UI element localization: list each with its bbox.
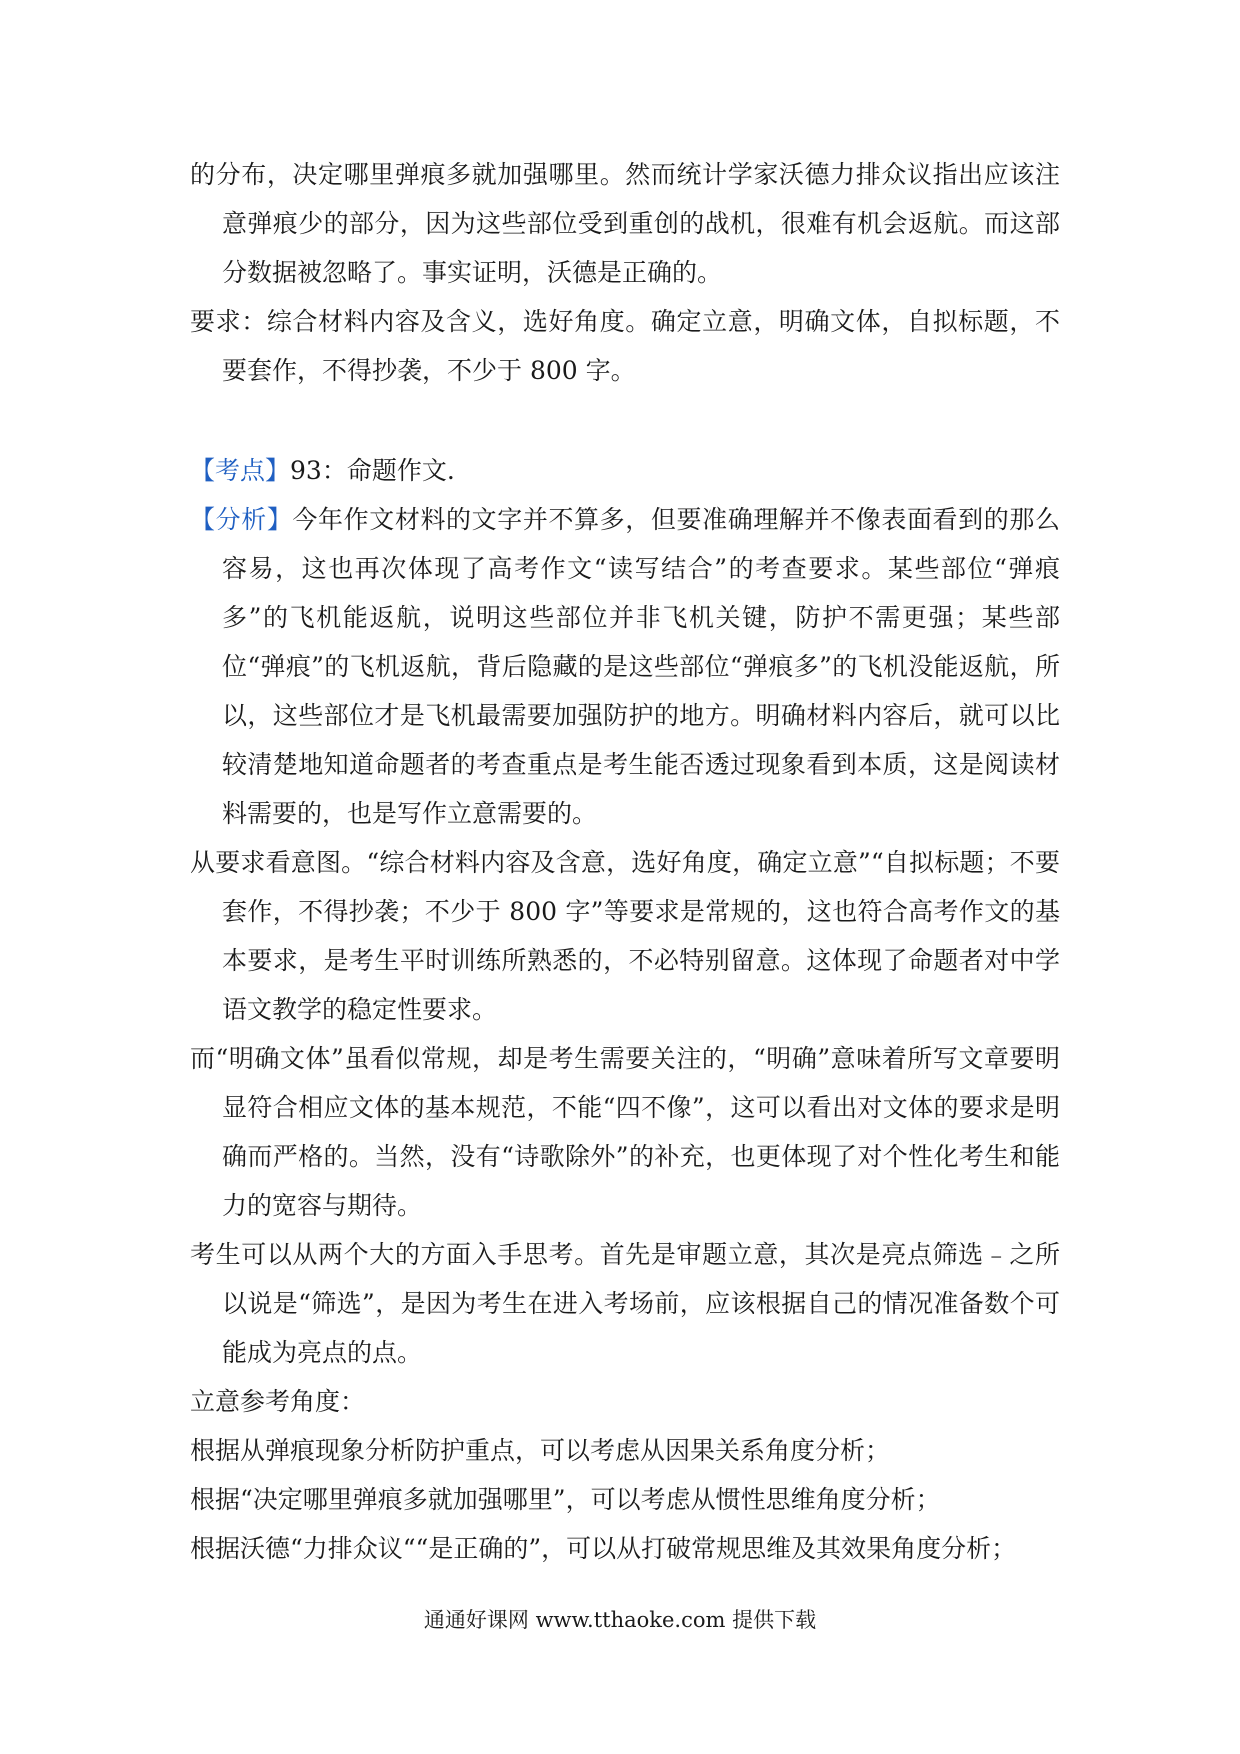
spacer [190, 395, 1060, 446]
angle-heading: 立意参考角度： [190, 1387, 366, 1416]
genre-paragraph: 而“明确文体”虽看似常规，却是考生需要关注的，“明确”意味着所写文章要明显符合相应文体的基本规范，不能“四不像”，这可以看出对文体的要求是明确而严格的。当然，没有“诗歌除外”的补充，也更体现了对个性化考生和能力的宽容与期待。 [190, 1044, 1060, 1220]
material-paragraph: 的分布，决定哪里弹痕多就加强哪里。然而统计学家沃德力排众议指出应该注意弹痕少的部分，因为这些部位受到重创的战机，很难有机会返航。而这部分数据被忽略了。事实证明，沃德是正确的。 [190, 160, 1060, 287]
thinking-paragraph: 考生可以从两个大的方面入手思考。首先是审题立意，其次是亮点筛选﹣之所以说是“筛选”，是因为考生在进入考场前，应该根据自己的情况准备数个可能成为亮点的点。 [190, 1240, 1060, 1367]
angle-item-2: 根据“决定哪里弹痕多就加强哪里”，可以考虑从惯性思维角度分析； [190, 1485, 941, 1514]
angle-item-3: 根据沃德“力排众议““是正确的”，可以从打破常规思维及其效果角度分析； [190, 1534, 1017, 1563]
kaodian-paragraph [190, 446, 1060, 495]
requirement-paragraph: 要求：综合材料内容及含义，选好角度。确定立意，明确文体，自拟标题，不要套作，不得抄袭，不少于 800 字。 [190, 307, 1060, 385]
fenxi-tag: 【分析】 [190, 505, 293, 534]
document-body [190, 150, 1060, 1573]
fenxi-paragraph [190, 495, 1060, 838]
kaodian-text: 93：命题作文. [290, 456, 455, 485]
fenxi-text: 今年作文材料的文字并不算多，但要准确理解并不像表面看到的那么容易，这也再次体现了高考作文“读写结合”的考查要求。某些部位“弹痕多”的飞机能返航，说明这些部位并非飞机关键，防护不需更强；某些部位“弹痕”的飞机返航，背后隐藏的是这些部位“弹痕多”的飞机没能返航，所以，这些部位才是飞机最需要加强防护的地方。明确材料内容后，就可以比较清楚地知道命题者的考查重点是考生能否透过现象看到本质，这是阅读材料需要的，也是写作立意需要的。 [222, 505, 1060, 828]
page-footer: 通通好课网 www.tthaoke.com 提供下载 [423, 1608, 817, 1632]
intent-paragraph: 从要求看意图。“综合材料内容及含意，选好角度，确定立意”“自拟标题；不要套作，不得抄袭；不少于 800 字”等要求是常规的，这也符合高考作文的基本要求，是考生平时训练所熟悉的，不必特别留意。这体现了命题者对中学语文教学的稳定性要求。 [190, 848, 1060, 1024]
kaodian-tag: 【考点】 [190, 456, 291, 485]
angle-item-1: 根据从弹痕现象分析防护重点，可以考虑从因果关系角度分析； [190, 1436, 891, 1465]
